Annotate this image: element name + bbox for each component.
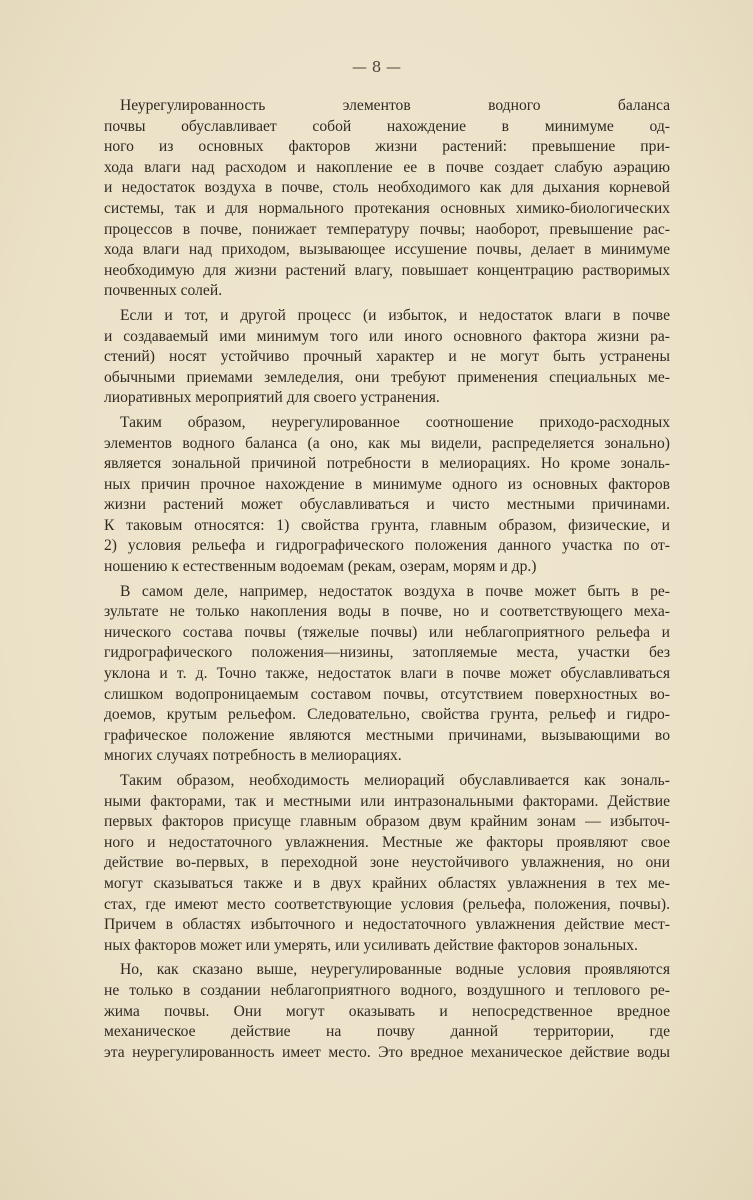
text-line: хода влаги над расходом и накопление ее в почве создает слабую аэрацию <box>104 158 670 176</box>
text-line: стений) носят устойчиво прочный характер и не могут быть устранены <box>104 348 670 366</box>
text-line: ными факторами, так и местными или интразональными факторами. Действие <box>104 792 670 810</box>
text-line: гидрографического положения—низины, затопляемые места, участки без <box>104 644 670 662</box>
text-line: могут сказываться также и в двух крайних областях увлажнения в тех ме- <box>104 874 670 892</box>
text-line: Неурегулированность элементов водного баланса <box>120 97 670 114</box>
text-line: ных причин прочное нахождение в минимуме одного из основных факторов <box>104 475 670 493</box>
paragraph <box>104 960 670 1063</box>
text-line: системы, так и для нормального протекания основных химико-биологических <box>104 199 670 217</box>
text-line: механическое действие на почву данной территории, где <box>104 1023 670 1041</box>
text-line: эта неурегулированность имеет место. Это вредное механическое действие воды <box>104 1043 670 1061</box>
text-line: действие во-первых, в переходной зоне неустойчивого увлажнения, но они <box>104 854 670 872</box>
text-line: хода влаги над приходом, вызывающее иссушение почвы, делает в минимуме <box>104 241 670 259</box>
text-line: доемов, крутым рельефом. Следовательно, свойства грунта, рельеф и гидро- <box>104 706 670 724</box>
text-line: Причем в областях избыточного и недостаточного увлажнения действие мест- <box>104 916 670 934</box>
text-line: ного из основных факторов жизни растений: превышение при- <box>104 138 670 156</box>
text-line: Если и тот, и другой процесс (и избыток, и недостаток влаги в почве <box>120 306 670 324</box>
text-line: слишком водопроницаемым составом почвы, отсутствием поверхностных во- <box>104 685 670 703</box>
text-line: К таковым относятся: 1) свойства грунта, главным образом, физические, и <box>104 516 670 534</box>
paragraph <box>104 96 670 302</box>
text-line: и недостаток воздуха в почве, столь необходимого как для дыхания корневой <box>104 179 670 197</box>
body-text <box>104 96 670 1063</box>
text-line: процессов в почве, понижает температуру почвы; наоборот, превышение рас- <box>104 220 670 238</box>
text-line: не только в создании неблагоприятного водного, воздушного и теплового ре- <box>104 981 670 999</box>
text-line: жима почвы. Они могут оказывать и непосредственное вредное <box>104 1002 670 1020</box>
text-line: многих случаях потребность в мелиорациях. <box>104 747 402 765</box>
text-line: уклона и т. д. Точно также, недостаток влаги в почве может обуславливаться <box>104 665 670 683</box>
text-line: элементов водного баланса (а оно, как мы видели, распределяется зонально) <box>104 434 670 452</box>
text-line: Таким образом, неурегулированное соотношение приходо-расходных <box>120 413 670 431</box>
paragraph <box>104 306 670 409</box>
text-line: является зональной причиной потребности в мелиорациях. Но кроме зональ- <box>104 455 670 473</box>
paragraph <box>104 771 670 956</box>
text-line: зультате не только накопления воды в почве, но и соответствующего меха- <box>104 603 670 621</box>
text-line: ношению к естественным водоемам (рекам, озерам, морям и др.) <box>104 558 537 576</box>
text-line: первых факторов присуще главным образом двум крайним зонам — избыточ- <box>104 813 670 831</box>
paragraph <box>104 582 670 767</box>
text-line: почвенных солей. <box>104 282 223 300</box>
page-number: — 8 — <box>351 58 402 76</box>
text-line: ного и недостаточного увлажнения. Местные же факторы проявляют свое <box>104 833 670 851</box>
text-line: Таким образом, необходимость мелиораций обуславливается как зональ- <box>120 772 670 789</box>
text-line: жизни растений может обуславливаться и чисто местными причинами. <box>104 496 670 514</box>
text-line: В самом деле, например, недостаток воздуха в почве может быть в ре- <box>120 582 670 600</box>
text-line: и создаваемый ими минимум того или иного основного фактора жизни ра- <box>104 327 670 345</box>
text-line: 2) условия рельефа и гидрографического положения данного участка по от- <box>104 537 670 555</box>
text-line: нического состава почвы (тяжелые почвы) или неблагоприятного рельефа и <box>104 623 670 641</box>
text-line: обычными приемами земледелия, они требуют применения специальных ме- <box>104 368 670 386</box>
text-line: ных факторов может или умерять, или усиливать действие факторов зональных. <box>104 936 638 954</box>
text-line: стах, где имеют место соответствующие условия (рельефа, положения, почвы). <box>104 895 670 913</box>
text-line: графическое положение являются местными причинами, вызывающими во <box>104 726 670 744</box>
text-line: Но, как сказано выше, неурегулированные водные условия проявляются <box>120 961 670 979</box>
text-line: необходимую для жизни растений влагу, повышает концентрацию растворимых <box>104 261 670 279</box>
paragraph <box>104 413 670 578</box>
text-line: почвы обуславливает собой нахождение в минимуме од- <box>104 117 670 135</box>
text-line: лиоративных мероприятий для своего устранения. <box>104 389 440 407</box>
